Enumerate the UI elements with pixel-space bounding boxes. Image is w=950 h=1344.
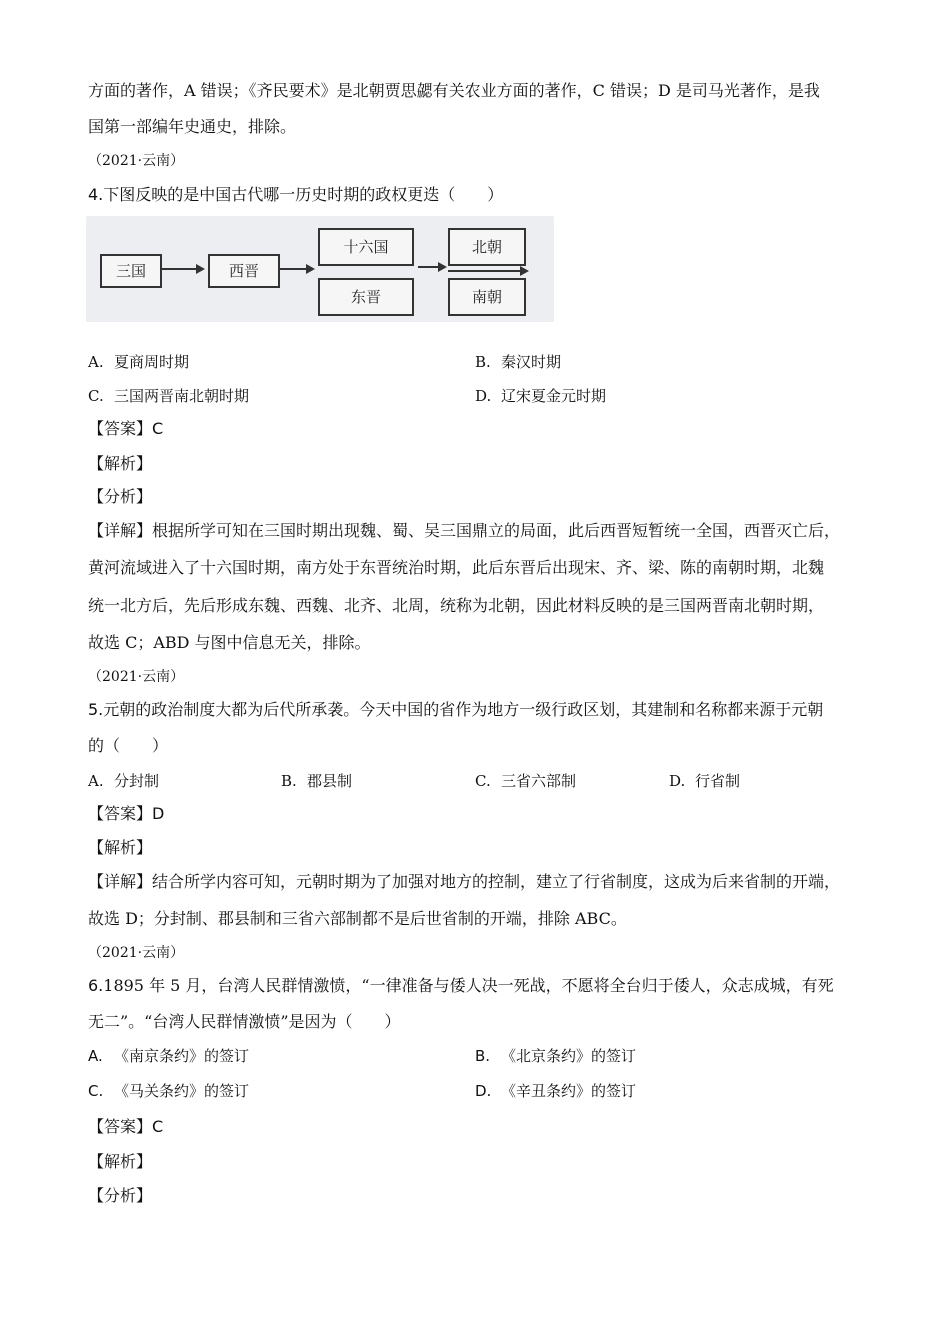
q5-option-c[interactable]: C. 三省六部制 — [475, 772, 577, 790]
q5-number: 5. — [88, 700, 104, 719]
q5-option-b[interactable]: B. 郡县制 — [281, 772, 353, 790]
q4-fenxi-tag: 【分析】 — [88, 487, 153, 506]
q4-detail-line-2: 黄河流域进入了十六国时期，南方处于东晋统治时期，此后东晋后出现宋、齐、梁、陈的南朝时期，北魏 — [88, 558, 825, 577]
q4-option-d[interactable]: D. 辽宋夏金元时期 — [475, 387, 607, 405]
q4-diagram — [86, 216, 554, 322]
diagram-box-sanguo: 三国 — [100, 254, 162, 288]
diagram-arrowhead-1 — [196, 264, 205, 274]
q5-option-a[interactable]: A. 分封制 — [88, 772, 160, 790]
q6-option-c[interactable]: C. 《马关条约》的签订 — [88, 1082, 250, 1100]
q4-detail-line-3: 统一北方后，先后形成东魏、西魏、北齐、北周，统称为北朝，因此材料反映的是三国两晋南北朝时期， — [88, 596, 825, 615]
q4-analysis-tag: 【解析】 — [88, 454, 153, 473]
q4-option-a[interactable]: A. 夏商周时期 — [88, 353, 190, 371]
q6-stem-line-2: 无二”。“台湾人民群情激愤”是因为（ ） — [88, 1012, 401, 1031]
intro-line-2: 国第一部编年史通史，排除。 — [88, 117, 297, 136]
q5-option-d[interactable]: D. 行省制 — [669, 772, 741, 790]
diagram-arrow-2 — [280, 268, 306, 270]
diagram-arrow-1 — [162, 268, 196, 270]
q4-option-b[interactable]: B. 秦汉时期 — [475, 353, 562, 371]
q6-answer: 【答案】C — [88, 1117, 164, 1136]
diagram-box-dongjin: 东晋 — [318, 278, 414, 316]
q4-answer: 【答案】C — [88, 419, 164, 438]
diagram-arrow-4 — [448, 270, 520, 272]
q6-option-a[interactable]: A. 《南京条约》的签订 — [88, 1047, 250, 1065]
q4-number: 4. — [88, 185, 104, 204]
q4-detail-line-4: 故选 C；ABD 与图中信息无关，排除。 — [88, 633, 371, 652]
q6-source: （2021·云南） — [88, 945, 185, 961]
q6-stem-line-1: 6.1895 年 5 月，台湾人民群情激愤，“一律准备与倭人决一死战，不愿将全台归于倭人，众志成城，有死 — [88, 976, 834, 995]
q4-option-c[interactable]: C. 三国两晋南北朝时期 — [88, 387, 250, 405]
q5-detail-line-1: 【详解】结合所学内容可知，元朝时期为了加强对地方的控制，建立了行省制度，这成为后来省制的开端， — [88, 872, 841, 891]
q4-stem — [88, 184, 870, 206]
q6-option-b[interactable]: B. 《北京条约》的签订 — [475, 1047, 637, 1065]
q5-stem-line-2: 的（ ） — [88, 736, 169, 755]
intro-line-1: 方面的著作，A 错误；《齐民要术》是北朝贾思勰有关农业方面的著作，C 错误；D 是司马光著作，是我 — [88, 81, 820, 100]
diagram-arrowhead-3 — [438, 262, 447, 272]
diagram-box-beichao: 北朝 — [448, 228, 526, 266]
diagram-arrowhead-2 — [306, 264, 315, 274]
diagram-arrowhead-4 — [520, 266, 529, 276]
q6-option-d[interactable]: D. 《辛丑条约》的签订 — [475, 1082, 637, 1100]
q5-detail-line-2: 故选 D；分封制、郡县制和三省六部制都不是后世省制的开端，排除 ABC。 — [88, 909, 627, 928]
diagram-box-xijin: 西晋 — [208, 254, 280, 288]
diagram-arrow-3 — [418, 266, 438, 268]
q5-analysis-tag: 【解析】 — [88, 838, 153, 857]
q6-analysis-tag: 【解析】 — [88, 1152, 153, 1171]
q4-stem-text: 下图反映的是中国古代哪一历史时期的政权更迭（ ） — [103, 185, 504, 204]
q6-fenxi-tag: 【分析】 — [88, 1186, 153, 1205]
diagram-box-shiliuguo: 十六国 — [318, 228, 414, 266]
q4-detail-line-1: 【详解】根据所学可知在三国时期出现魏、蜀、吴三国鼎立的局面，此后西晋短暂统一全国，西晋灭亡后， — [88, 521, 841, 540]
diagram-box-nanchao: 南朝 — [448, 278, 526, 316]
q6-number: 6. — [88, 976, 104, 995]
q4-source: （2021·云南） — [88, 153, 185, 169]
q5-stem-line-1: 5.元朝的政治制度大都为后代所承袭。今天中国的省作为地方一级行政区划，其建制和名称都来源于元朝 — [88, 700, 824, 719]
q5-answer: 【答案】D — [88, 804, 165, 823]
q5-source: （2021·云南） — [88, 669, 185, 685]
